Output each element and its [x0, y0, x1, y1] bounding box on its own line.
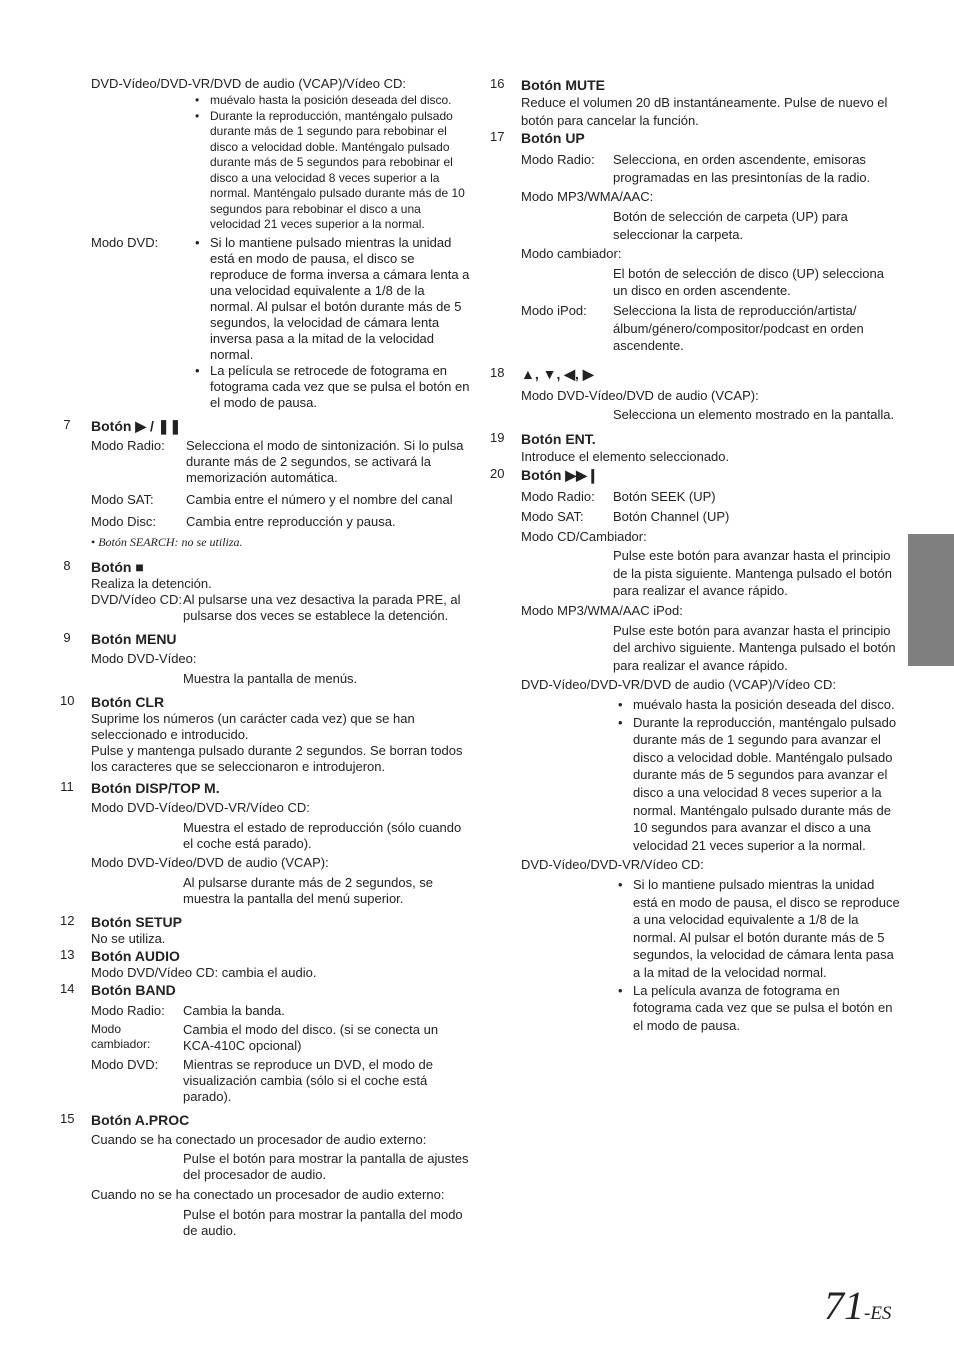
radio-mode-text: Cambia la banda. — [183, 1002, 285, 1018]
page-language-suffix: -ES — [864, 1303, 892, 1324]
section-number: 7 — [63, 416, 71, 432]
radio-mode-label: Modo Radio: — [521, 152, 595, 168]
paragraph: Suprime los números (un carácter cada vez) que se han seleccionado e introducido. — [91, 710, 415, 742]
radio-mode-label: Modo Radio: — [91, 1002, 165, 1018]
section-14-heading — [60, 981, 470, 999]
section-number: 15 — [60, 1110, 75, 1126]
dvd-mode-row — [91, 1057, 470, 1105]
section-17-heading — [490, 129, 900, 147]
list-item: • Durante la reproducción, manténgalo pulsado durante más de 1 segundo para rebobinar el disco a velocidad doble. Manténgalo pulsado durante más de 5 segundos para rebobinar el disco a una velocidad 8 veces superior a la normal. Manténgalo pulsado durante más de 10 segundos para rebobinar el disco a una velocidad 21 veces superior a la normal. — [194, 109, 470, 233]
section-number: 14 — [60, 980, 75, 996]
section-16-heading — [490, 76, 900, 94]
left-column — [60, 76, 470, 1239]
dvd-label: DVD/Vídeo CD: — [91, 591, 183, 607]
radio-mode-label: Modo Radio: — [91, 437, 165, 453]
dvd-row — [91, 592, 470, 624]
radio-mode-text: Selecciona, en orden ascendente, emisoras programadas en las presintonías de la radio. — [613, 152, 871, 185]
section-title: ▲, ▼, ◀, ▶ — [521, 365, 594, 382]
ipod-mode-row — [521, 302, 900, 355]
dvd-mode-text: Mientras se reproduce un DVD, el modo de visualización cambia (sólo si el coche está parado). — [183, 1056, 434, 1104]
section-8-heading — [60, 558, 470, 576]
section-title: Botón SETUP — [91, 913, 182, 930]
section-text: Modo DVD/Vídeo CD: cambia el audio. — [91, 964, 317, 980]
mode-label: Cuando se ha conectado un procesador de audio externo: — [91, 1131, 427, 1147]
radio-mode-row — [91, 1003, 470, 1019]
list-item: • muévalo hasta la posición deseada del disco. — [617, 696, 900, 714]
disc-mode-text: Cambia entre reproducción y pausa. — [186, 513, 396, 529]
section-number: 17 — [490, 129, 505, 145]
mode-label: Cuando no se ha conectado un procesador de audio externo: — [91, 1186, 445, 1202]
mode-label: Modo DVD-Vídeo/DVD-VR/Vídeo CD: — [91, 799, 310, 815]
dvd-mode-bullets — [194, 235, 470, 411]
section-text: No se utiliza. — [91, 930, 166, 946]
section-title: Botón ENT. — [521, 430, 596, 447]
section-20-heading — [490, 466, 900, 484]
intro-label: DVD-Vídeo/DVD-VR/DVD de audio (VCAP)/Vídeo CD: — [91, 76, 407, 91]
section-number: 20 — [490, 465, 505, 481]
note: • Botón SEARCH: no se utiliza. — [91, 534, 470, 550]
mode-label: Modo DVD-Vídeo/DVD de audio (VCAP): — [521, 387, 759, 403]
mode-text: Selecciona un elemento mostrado en la pantalla. — [613, 407, 895, 423]
section-7-heading — [60, 417, 470, 435]
section-tab — [908, 534, 954, 666]
changer-mode-label: Modo cambiador: — [91, 1021, 151, 1051]
mode-label: Modo CD/Cambiador: — [521, 528, 647, 544]
page-number-value: 71 — [824, 1283, 864, 1328]
section-title: Botón ▶▶❙ — [521, 466, 599, 483]
intro-bullets — [194, 93, 470, 233]
dvd2-bullets — [617, 876, 900, 1034]
section-title: Botón A.PROC — [91, 1111, 190, 1128]
ipod-mode-text: Selecciona la lista de reproducción/artista/álbum/género/compositor/podcast en orden ascendente. — [613, 302, 864, 354]
sat-mode-text: Cambia entre el número y el nombre del canal — [186, 491, 453, 507]
mode-text: Pulse el botón para mostrar la pantalla del modo de audio. — [183, 1206, 463, 1238]
section-11-heading — [60, 779, 470, 797]
changer-mode-text: Cambia el modo del disco. (si se conecta un KCA-410C opcional) — [183, 1021, 439, 1053]
section-number: 19 — [490, 429, 505, 445]
section-12-heading — [60, 913, 470, 931]
section-number: 10 — [60, 692, 75, 708]
section-title: Botón UP — [521, 130, 585, 147]
disc-mode-row — [91, 514, 470, 530]
section-13-heading — [60, 947, 470, 965]
mode-text: Pulse este botón para avanzar hasta el principio del archivo siguiente. Mantenga pulsado el botón para realizar el avance rápido. — [613, 622, 896, 673]
section-9-heading — [60, 630, 470, 648]
section-title: Botón ■ — [91, 558, 144, 575]
list-item: • La película avanza de fotograma en fotograma cada vez que se pulsa el botón en el modo de pausa. — [617, 982, 900, 1035]
mode-label: Modo MP3/WMA/AAC: — [521, 189, 654, 205]
mode-text: Pulse este botón para avanzar hasta el principio de la pista siguiente. Mantenga pulsado el botón para realizar el avance rápido. — [613, 548, 892, 599]
page-number — [824, 1282, 891, 1329]
list-item: • Si lo mantiene pulsado mientras la unidad está en modo de pausa, el disco se reproduce de forma inversa a cámara lenta a una velocidad equivalente a 1/8 de la normal. Al pulsar el botón durante más de 5 segundos, la velocidad de cámara lenta inversa pasa a la mitad de la velocidad normal. — [194, 235, 470, 363]
mode-label: Modo DVD-Vídeo: — [91, 650, 197, 666]
section-title: Botón MUTE — [521, 77, 605, 93]
section-number: 12 — [60, 912, 75, 928]
right-column — [490, 76, 900, 1036]
section-title: Botón DISP/TOP M. — [91, 779, 220, 796]
section-15-heading — [60, 1111, 470, 1129]
dvd-mode-label: Modo DVD: — [91, 1056, 159, 1072]
section-text: Introduce el elemento seleccionado. — [521, 448, 730, 464]
radio-mode-row — [521, 151, 900, 186]
sat-mode-row — [91, 492, 470, 508]
section-number: 11 — [60, 778, 74, 794]
section-title: Botón ▶ / ❚❚ — [91, 417, 182, 434]
list-item: • muévalo hasta la posición deseada del disco. — [194, 93, 470, 109]
mode-text: Al pulsarse durante más de 2 segundos, se muestra la pantalla del menú superior. — [183, 874, 434, 906]
list-item: • Durante la reproducción, manténgalo pulsado durante más de 1 segundo para avanzar el disco a velocidad doble. Manténgalo pulsado durante más de 5 segundos para avanzar el disco a una velocidad 8 veces superior a la normal. Manténgalo pulsado durante más de 10 segundos para avanzar el disco a una velocidad 21 veces superior a la normal. — [617, 714, 900, 855]
mode-label: DVD-Vídeo/DVD-VR/Vídeo CD: — [521, 857, 704, 873]
disc-mode-label: Modo Disc: — [91, 513, 157, 529]
ipod-mode-label: Modo iPod: — [521, 302, 587, 318]
section-title: Botón MENU — [91, 630, 177, 647]
dvd-mode-label: Modo DVD: — [91, 234, 159, 250]
mode-label: Modo MP3/WMA/AAC iPod: — [521, 603, 683, 619]
radio-mode-text: Selecciona el modo de sintonización. Si lo pulsa durante más de 2 segundos, se activará la memorización automática. — [186, 437, 464, 485]
section-number: 9 — [63, 629, 71, 645]
section-number: 13 — [60, 946, 75, 962]
radio-mode-text: Botón SEEK (UP) — [613, 488, 716, 504]
mode-text: Muestra el estado de reproducción (sólo cuando el coche está parado). — [183, 819, 462, 851]
section-number: 18 — [490, 364, 505, 380]
mode-text: El botón de selección de disco (UP) selecciona un disco en orden ascendente. — [613, 265, 884, 299]
section-number: 8 — [63, 557, 71, 573]
section-text: Reduce el volumen 20 dB instantáneamente. Pulse de nuevo el botón para cancelar la función. — [521, 95, 888, 128]
section-title: Botón BAND — [91, 981, 176, 998]
paragraph: Pulse y mantenga pulsado durante 2 segundos. Se borran todos los caracteres que se seleccionaron e introdujeron. — [91, 742, 463, 774]
section-title: Botón CLR — [91, 693, 165, 710]
radio-mode-row — [521, 488, 900, 506]
sat-mode-label: Modo SAT: — [91, 491, 154, 507]
mode-text: Pulse el botón para mostrar la pantalla de ajustes del procesador de audio. — [183, 1150, 469, 1182]
mode-label: Modo DVD-Vídeo/DVD de audio (VCAP): — [91, 854, 329, 870]
sat-mode-text: Botón Channel (UP) — [613, 509, 730, 525]
section-text: Realiza la detención. — [91, 575, 212, 591]
sat-mode-row — [521, 508, 900, 526]
mode-text: Botón de selección de carpeta (UP) para seleccionar la carpeta. — [613, 208, 848, 242]
dvd-text: Al pulsarse una vez desactiva la parada PRE, al pulsarse dos veces se establece la detención. — [183, 591, 461, 623]
mode-label: Modo cambiador: — [521, 246, 622, 262]
dvd-mode-row — [91, 235, 470, 411]
changer-mode-row — [91, 1022, 470, 1054]
section-title: Botón AUDIO — [91, 947, 180, 964]
section-18-heading — [490, 365, 900, 383]
radio-mode-row — [91, 438, 470, 486]
section-19-heading — [490, 430, 900, 448]
dvd1-bullets — [617, 696, 900, 854]
list-item: • Si lo mantiene pulsado mientras la unidad está en modo de pausa, el disco se reproduce a una velocidad equivalente a 1/8 de la normal. Al pulsar el botón durante más de 5 segundos, la velocidad de cámara lenta pasa a la mitad de la velocidad normal. — [617, 876, 900, 982]
radio-mode-label: Modo Radio: — [521, 488, 595, 504]
section-number: 16 — [490, 76, 505, 91]
list-item: • La película se retrocede de fotograma en fotograma cada vez que se pulsa el botón en el modo de pausa. — [194, 363, 470, 411]
sat-mode-label: Modo SAT: — [521, 509, 584, 525]
section-10-heading — [60, 693, 470, 711]
mode-text: Muestra la pantalla de menús. — [183, 670, 358, 686]
mode-label: DVD-Vídeo/DVD-VR/DVD de audio (VCAP)/Vídeo CD: — [521, 677, 837, 693]
